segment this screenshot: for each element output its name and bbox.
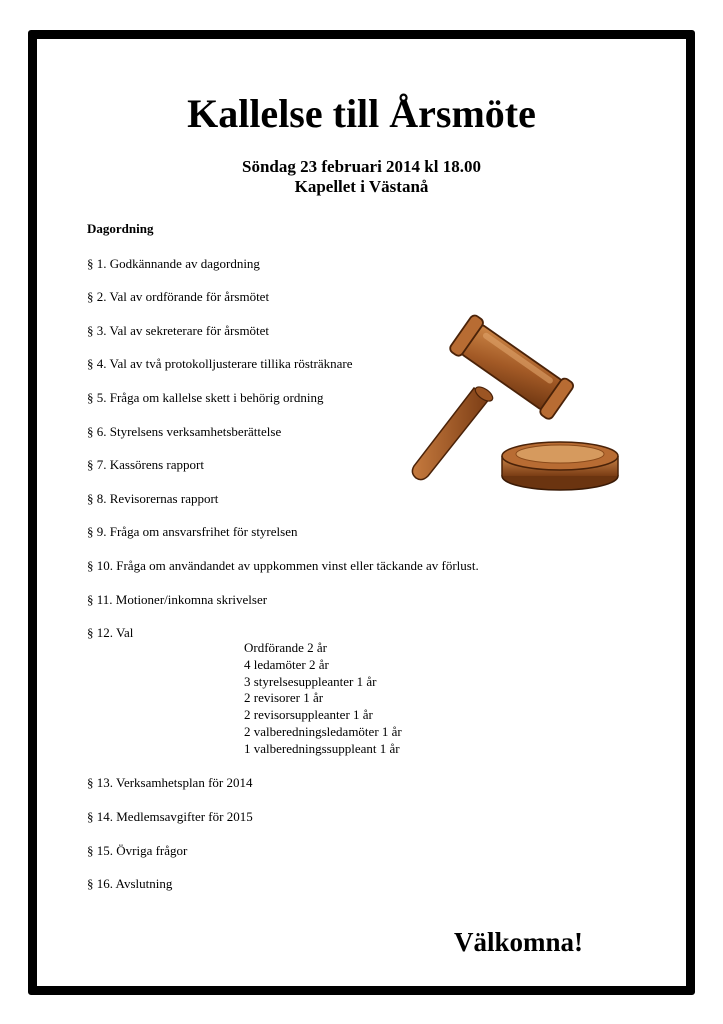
agenda-item: § 10. Fråga om användandet av uppkommen vinst eller täckande av förlust.	[87, 558, 479, 573]
agenda-item: § 7. Kassörens rapport	[87, 457, 204, 472]
election-list	[244, 640, 402, 758]
agenda-item: § 6. Styrelsens verksamhetsberättelse	[87, 424, 282, 439]
welcome-text: Välkomna!	[454, 927, 584, 957]
election-item: 4 ledamöter 2 år	[244, 656, 329, 672]
agenda-item: § 5. Fråga om kallelse skett i behörig ordning	[87, 390, 324, 405]
meeting-date: Söndag 23 februari 2014 kl 18.00	[242, 157, 481, 176]
agenda-item: § 14. Medlemsavgifter för 2015	[87, 809, 253, 824]
agenda-item: § 3. Val av sekreterare för årsmötet	[87, 323, 270, 338]
agenda-item: § 4. Val av två protokolljusterare tillika rösträknare	[87, 356, 353, 371]
agenda-item: § 9. Fråga om ansvarsfrihet för styrelsen	[87, 524, 298, 539]
election-item: 2 revisorer 1 år	[244, 690, 324, 706]
agenda-item: § 2. Val av ordförande för årsmötet	[87, 289, 270, 304]
agenda-item: § 1. Godkännande av dagordning	[87, 256, 260, 271]
election-item: 3 styrelsesuppleanter 1 år	[244, 673, 377, 689]
meeting-location: Kapellet i Västanå	[294, 177, 429, 196]
agenda-heading: Dagordning	[87, 221, 154, 236]
election-item: 2 revisorsuppleanter 1 år	[244, 707, 373, 723]
gavel-icon	[400, 306, 620, 496]
page-title: Kallelse till Årsmöte	[187, 91, 536, 136]
election-item: Ordförande 2 år	[244, 640, 328, 655]
agenda-item: § 15. Övriga frågor	[87, 843, 188, 858]
election-item: 2 valberedningsledamöter 1 år	[244, 723, 402, 739]
agenda-item: § 8. Revisorernas rapport	[87, 491, 219, 506]
agenda-item: § 12. Val	[87, 625, 134, 640]
election-item: 1 valberedningssuppleant 1 år	[244, 740, 400, 756]
agenda-item: § 13. Verksamhetsplan för 2014	[87, 775, 253, 790]
agenda-item: § 11. Motioner/inkomna skrivelser	[87, 592, 268, 607]
agenda-item: § 16. Avslutning	[87, 876, 173, 891]
